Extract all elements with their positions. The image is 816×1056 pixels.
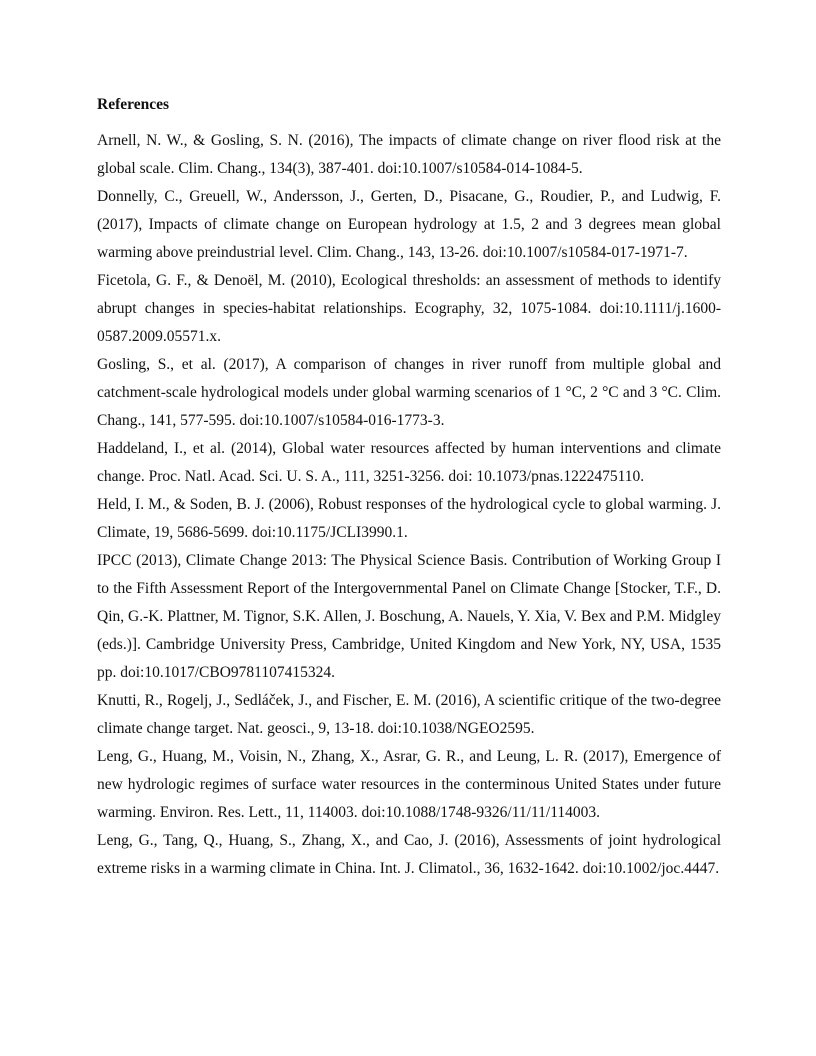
reference-item: Leng, G., Tang, Q., Huang, S., Zhang, X., and Cao, J. (2016), Assessments of joint hydrological extreme risks in a warming climate in China. Int. J. Climatol., 36, 1632-1642. doi:10.1002/joc.4447. (97, 832, 721, 877)
reference-item: Knutti, R., Rogelj, J., Sedláček, J., and Fischer, E. M. (2016), A scientific critique of the two-degree climate change target. Nat. geosci., 9, 13-18. doi:10.1038/NGEO2595. (97, 692, 721, 737)
reference-list (97, 127, 721, 883)
reference-item: Haddeland, I., et al. (2014), Global water resources affected by human interventions and climate change. Proc. Natl. Acad. Sci. U. S. A., 111, 3251-3256. doi: 10.1073/pnas.1222475110. (97, 440, 721, 485)
reference-item: Held, I. M., & Soden, B. J. (2006), Robust responses of the hydrological cycle to global warming. J. Climate, 19, 5686-5699. doi:10.1175/JCLI3990.1. (97, 496, 721, 541)
reference-item: Leng, G., Huang, M., Voisin, N., Zhang, X., Asrar, G. R., and Leung, L. R. (2017), Emergence of new hydrologic regimes of surface water resources in the conterminous United States under future warming. Environ. Res. Lett., 11, 114003. doi:10.1088/1748-9326/11/11/114003. (97, 748, 721, 821)
reference-item: Arnell, N. W., & Gosling, S. N. (2016), The impacts of climate change on river flood risk at the global scale. Clim. Chang., 134(3), 387-401. doi:10.1007/s10584-014-1084-5. (97, 132, 721, 177)
references-heading: References (97, 96, 170, 113)
reference-item: Ficetola, G. F., & Denoël, M. (2010), Ecological thresholds: an assessment of methods to identify abrupt changes in species-habitat relationships. Ecography, 32, 1075-1084. doi:10.1111/j.1600-0587.2009.05571.x. (97, 272, 721, 345)
reference-item: Donnelly, C., Greuell, W., Andersson, J., Gerten, D., Pisacane, G., Roudier, P., and Ludwig, F. (2017), Impacts of climate change on European hydrology at 1.5, 2 and 3 degrees mean global warming above preindustrial level. Clim. Chang., 143, 13-26. doi:10.1007/s10584-017-1971-7. (97, 188, 721, 261)
references-page (97, 95, 721, 883)
reference-item: IPCC (2013), Climate Change 2013: The Physical Science Basis. Contribution of Working Group I to the Fifth Assessment Report of the Intergovernmental Panel on Climate Change [Stocker, T.F., D. Qin, G.-K. Plattner, M. Tignor, S.K. Allen, J. Boschung, A. Nauels, Y. Xia, V. Bex and P.M. Midgley (eds.)]. Cambridge University Press, Cambridge, United Kingdom and New York, NY, USA, 1535 pp. doi:10.1017/CBO9781107415324. (97, 552, 721, 681)
reference-item: Gosling, S., et al. (2017), A comparison of changes in river runoff from multiple global and catchment-scale hydrological models under global warming scenarios of 1 °C, 2 °C and 3 °C. Clim. Chang., 141, 577-595. doi:10.1007/s10584-016-1773-3. (97, 356, 721, 429)
